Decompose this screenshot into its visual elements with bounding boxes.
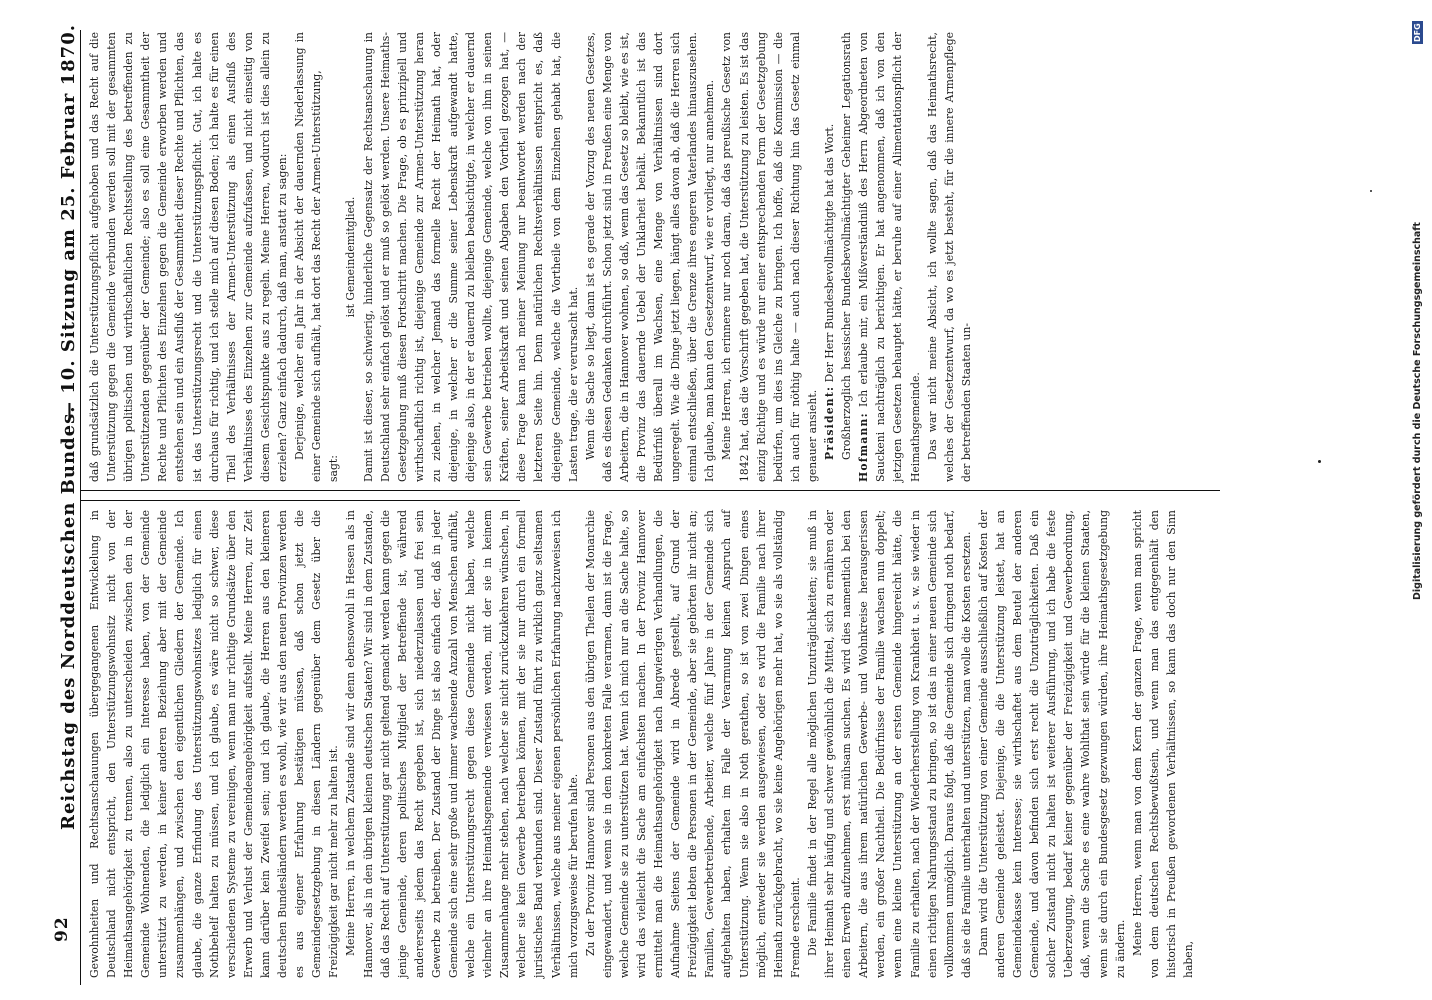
paragraph: Wenn die Sache so liegt, dann ist es gerade der Vorzug des neuen Gesetzes, daß es diesen Gedanken durchführt. Schon jetzt sind in Preußen eine Menge von Arbeitern, die in Hannover wohnen, so daß, wenn das Gesetz so bleibt, wie es ist, die Provinz das dauernde Uebel der Unklarheit behält. Bekanntlich ist das Bedürfniß überall im Wachsen, eine Menge von Verhältnissen sind dort ungeregelt. Wie die Dinge jetzt liegen, hängt alles davon ab, daß die Herren sich einmal entschließen, über die Grenze ihres engeren Vaterlandes hinauszusehen. Ich glaube, man kann den Gesetzentwurf, wie er vorliegt, nur annehmen. <box>583 32 717 482</box>
speaker-name: Hofmann: <box>857 412 871 482</box>
speaker-name: Präsident: <box>823 385 837 460</box>
running-head-right: — 10. Sitzung am 25. Februar 1870. <box>58 24 79 420</box>
paragraph: Dann wird die Unterstützung von einer Gemeinde ausschließlich auf Kosten der anderen Gemeinde geleistet. Diejenige, die die Unterstützung leistet, hat an Gemeindekasse kein Interesse; sie wirthschaftet aus dem Beutel der anderen Gemeinde, und davon befinden sich erst recht die Unzuträglichkeiten. Daß ein solcher Zustand nicht zu halten ist weiterer Ausführung, und ich habe die feste Ueberzeugung, bedarf keiner gegenüber der Freizügigkeit und Gewerbeordnung, daß, wenn die Sache es eine wahre Wohlthat sein würde für die kleinen Staaten, wenn sie durch ein Bundesgesetz gezwungen würden, ihre Heimathsgesetzgebung zu ändern. <box>976 510 1127 978</box>
paragraph: Meine Herren, in welchem Zustande sind wir denn ebensowohl in Hessen als in Hannover, als in den übrigen kleinen deutschen Staaten? Wir sind in dem Zustande, daß das Recht auf Unterstützung gar nicht geltend gemacht werden kann gegen die jenige Gemeinde, deren politisches Mitglied der Betreffende ist, während andererseits jedem das Recht gegeben ist, sich niederzulassen und frei sein Gewerbe zu betreiben. Der Zustand der Dinge ist also einfach der, daß in jeder Gemeinde sich eine sehr große und immer wachsende Anzahl von Menschen aufhält, welche ein Unterstützungsrecht gegen diese Gemeinde nicht haben, welche vielmehr an ihre Heimathsgemeinde verwiesen werden, mit der sie in keinem Zusammenhange mehr stehen, nach welcher sie nicht zurückzukehren wünschen, in welcher sie kein Gewerbe betreiben können, mit der sie nur durch ein formell juristisches Band verbunden sind. Dieser Zustand führt zu wirklich ganz seltsamen Verhältnissen, welche aus meiner eigenen persönlichen Erfahrung nachzuweisen ich mich vorzugsweise für berufen halte. <box>344 510 580 978</box>
speaker-text: Ich erlaube mir, ein Mißverständniß des Herrn Abgeordneten von Sauckeni nachträglich zu berichtigen. Er hat angenommen, daß ich von den jetzigen Gesetzen behauptet hätte, er beruhe auf einer Alimentationspflicht der Heimathsgemeinde. <box>857 32 922 482</box>
scan-speck <box>1318 460 1321 463</box>
column-divider-left <box>80 500 520 501</box>
page-number: 92 <box>52 916 72 942</box>
speaker-paragraph <box>821 32 838 482</box>
speaker-text: Der Herr Bundesbevollmächtigte hat das Wort. <box>823 123 837 383</box>
text-column-right <box>86 32 1216 482</box>
paragraph: Die Familie findet in der Regel alle möglichen Unzuträglichkeiten; sie muß in ihrer Heimath sehr häufig und schwer gewöhnlich die Mittel, sich zu ernähren oder einen Erwerb aufzunehmen, erst mühsam suchen. Es wird dies namentlich bei den Arbeitern, die aus ihrem natürlichen Gewerbe- und Wohnkreise herausgerissen werden, ein großer Nachtheil. Die Bedürfnisse der Familie wachsen nun doppelt; wenn eine kleine Unterstützung an der ersten Gemeinde hingereicht hätte, die Familie zu erhalten, nach der Wiederherstellung von Krankheit u. s. w. sie wieder in einen richtigen Nahrungsstand zu bringen, so ist das in einer neuen Gemeinde sich vollkommen unmöglich. Daraus folgt, daß die Gemeinde sich dringend noth bedarf, daß sie die Familie unterhalten und unterstützen, man wolle die Kosten ersetzen. <box>805 510 973 978</box>
column-divider-top <box>80 490 520 491</box>
column-divider-right <box>520 490 1220 491</box>
dfg-logo: DFG <box>1413 23 1422 42</box>
paragraph: Das war nicht meine Absicht, ich wollte sagen, daß das Heimathsrecht, welches der Gesetzentwurf, da wo es jetzt besteht, für die innere Armenpflege der betreffenden Staaten un- <box>925 32 973 482</box>
scan-speck <box>1370 190 1372 192</box>
paragraph: Gewohnheiten und Rechtsanschauungen übergegangenen Entwickelung in Deutschland nicht entspricht, den Unterstützungswohnsitz nicht von der Heimathsangehörigkeit zu trennen, also zu unterscheiden zwischen den in der Gemeinde Wohnenden, die lediglich ein Interesse haben, von der Gemeinde unterstützt zu werden, in keiner anderen Beziehung aber mit der Gemeinde zusammenhängen, und zwischen den eigentlichen Gliedern der Gemeinde. Ich glaube, die ganze Erfindung des Unterstützungswohnsitzes lediglich für einen Nothbehelf halten zu müssen, und ich glaube, es wäre nicht so schwer, diese verschiedenen Systeme zu vereinigen, wenn man nur richtige Grundsätze über den Erwerb und Verlust der Gemeindeangehörigkeit aufstellt. Meine Herren, zur Zeit kann darüber kein Zweifel sein; und ich glaube, die Herren aus den kleineren deutschen Bundesländern werden es wohl, wie wir aus den neuen Provinzen werden es aus eigener Erfahrung bestätigen müssen, daß schon jetzt die Gemeindegesetzgebung in diesen Ländern gegenüber dem Gesetz über die Freizügigkeit gar nicht mehr zu halten ist. <box>88 510 341 978</box>
running-head-left: Reichstag des Norddeutschen Bundes. <box>58 405 79 830</box>
paragraph: daß grundsätzlich die Unterstützungspflicht aufgehoben und das Recht auf die Unterstützung gegen die Gemeinde verbunden werden soll mit der gesammten übrigen politischen und wirthschaftlichen Rechtsstellung des betreffenden zu Unterstützenden gegenüber der Gemeinde; also es soll eine Gesammtheit der Rechte und Pflichten des Einzelnen gegen die Gemeinde erworben werden und entstehen sein und ein Ausfluß der Gesammtheit dieser Rechte und Pflichten, das ist das Unterstützungsrecht und die Unterstützungspflicht. Gut, ich halte es durchaus für richtig, und ich stelle mich auf diesen Boden; ich halte es für einen Theil des Verhältnisses der Armen-Unterstützung als einen Ausfluß des Verhältnisses des Einzelnen zur Gemeinde aufzufassen, und nicht einseitig von diesem Gesichtspunkte aus zu regeln. Meine Herren, wodurch ist dies allein zu erzielen? Ganz einfach dadurch, daß man, anstatt zu sagen: <box>88 32 290 482</box>
speaker-paragraph <box>838 32 923 482</box>
paragraph: sagt: <box>327 455 341 482</box>
speaker-intro: Großherzoglich hessischer Bundesbevollmächtigter Geheimer Legationsrath <box>840 32 854 460</box>
quoted-paragraph: Derjenige, welcher ein Jahr in der Absicht der dauernden Niederlassung in einer Gemeinde sich aufhält, hat dort das Recht der Armen-Unterstützung, <box>293 32 324 482</box>
funding-note: Digitalisierung gefördert durch die Deutsche Forschungsgemeinschaft <box>1412 222 1423 600</box>
paragraph: Meine Herren, wenn man von dem Kern der ganzen Frage, wenn man spricht von dem deutschen Rechtsbewußtsein, und wenn man das entgegenhält den historisch in Preußen gewordenen Verhältnissen, so kann das doch nur den Sinn haben, <box>1130 510 1195 978</box>
text-column-left <box>86 510 1216 978</box>
paragraph: Damit ist dieser, so schwierig, hinderliche Gegensatz der Rechtsanschauung in Deutschland sehr einfach gelöst und er muß so gelöst werden. Unsere Heimaths-Gesetzgebung muß diesen Fortschritt machen. Die Frage, ob es prinzipiell und wirthschaftlich richtig ist, diejenige Gemeinde zur Armen-Unterstützung heran zu ziehen, in welcher Jemand das formelle Recht der Heimath hat, oder diejenige, in welcher er die Summe seiner Lebenskraft aufgewandt hatte, diejenige also, in der er dauernd zu bleiben beabsichtigte, in welcher er dauernd sein Gewerbe betrieben wollte, diejenige Gemeinde, welche von ihm in seinen Kräften, seiner Arbeitskraft und seinen Abgaben den Vortheil gezogen hat, — diese Frage kann nach meiner Meinung nur beantwortet werden nach der letzteren Seite hin. Denn natürlichen Rechtsverhältnissen entspricht es, daß diejenige Gemeinde, welche die Vortheile von dem Einzelnen gehabt hat, die Lasten trage, die er verursacht hat. <box>361 32 580 482</box>
paragraph: ist Gemeindemitglied. <box>344 196 358 318</box>
paragraph: Zu der Provinz Hannover sind Personen aus den übrigen Theilen der Monarchie eingewandert, und wenn sie in dem konkreten Falle verarmen, dann ist die Frage, welche Gemeinde sie zu unterstützen hat. Wenn ich mich nur an die Sache halte, so wird das vielleicht die Sache am einfachsten machen. In der Provinz Hannover ermittelt man die Heimathsangehörigkeit nach langwierigen Verhandlungen, die Aufnahme Seitens der Gemeinde wird in Abrede gestellt, auf Grund der Freizügigkeit lebten die Personen in der Gemeinde, aber sie gehörten ihr nicht an; Familien, Gewerbetreibende, Arbeiter, welche fünf Jahre in der Gemeinde sich aufgehalten haben, erhalten im Falle der Verarmung keinen Anspruch auf Unterstützung. Wenn sie also in Noth gerathen, so ist von zwei Dingen eines möglich, entweder sie werden ausgewiesen, oder es wird die Familie nach ihrer Heimath zurückgebracht, wo sie keine Angehörigen mehr hat, wo sie als vollständig Fremde erscheint. <box>583 510 802 978</box>
paragraph: Meine Herren, ich erinnere nur noch daran, daß das preußische Gesetz von 1842 hat, das die Vorschrift gegeben hat, die Unterstützung zu leisten. Es ist das einzig Richtige und es würde nur einer entsprechenden Form der Gesetzgebung bedürfen, um dies ins Gleiche zu bringen. Ich hoffe, daß die Kommission — die ich auch für nöthig halte — auch nach dieser Richtung hin das Gesetz einmal genauer ansieht. <box>720 32 819 482</box>
head-rule <box>80 30 81 985</box>
